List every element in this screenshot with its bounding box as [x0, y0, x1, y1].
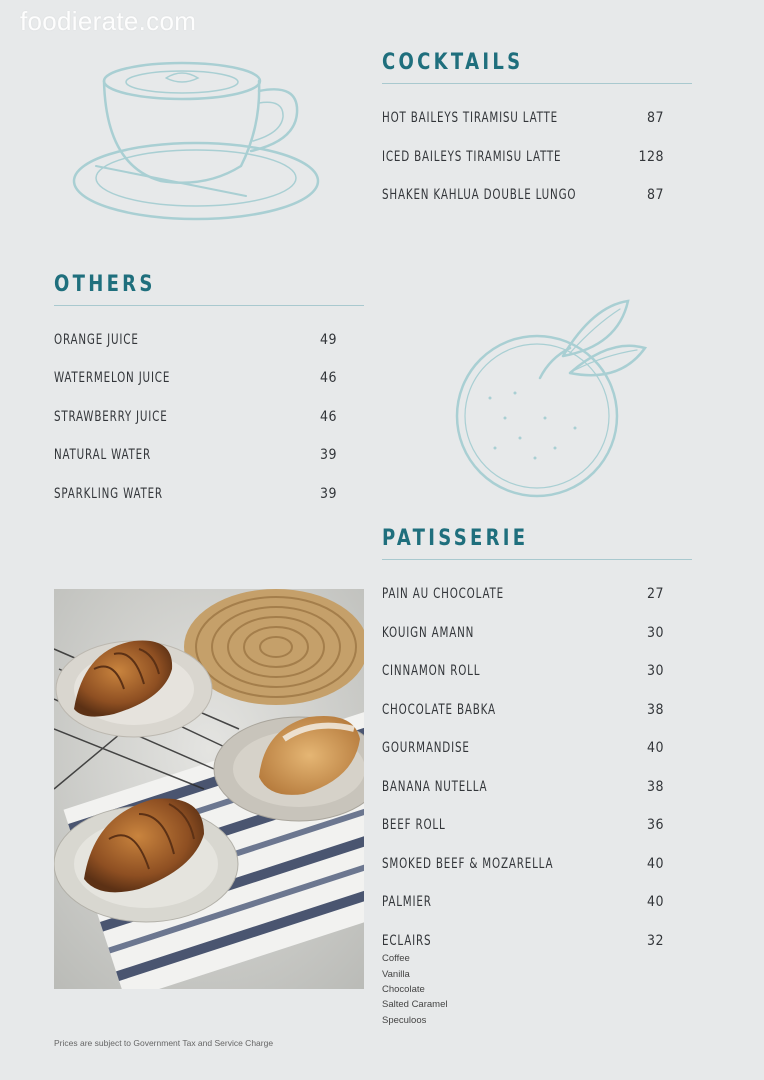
- menu-item: [382, 110, 597, 126]
- menu-item-price: 49: [319, 332, 337, 348]
- patisserie-section: [382, 526, 692, 1031]
- menu-item-price: 46: [319, 409, 337, 425]
- menu-item: [382, 625, 494, 641]
- menu-item: [54, 409, 192, 425]
- menu-item: [382, 586, 531, 602]
- menu-item-price: 87: [646, 110, 664, 126]
- menu-item-name: ECLAIRS: [382, 933, 432, 949]
- menu-item-price: 46: [319, 370, 337, 386]
- orange-fruit-sketch-icon: [445, 298, 655, 503]
- menu-item-name: SMOKED BEEF & MOZARELLA: [382, 856, 554, 872]
- menu-item-price: 40: [646, 740, 664, 756]
- menu-item-name: BANANA NUTELLA: [382, 779, 488, 795]
- menu-item-name: STRAWBERRY JUICE: [54, 409, 168, 425]
- menu-item-name: BEEF ROLL: [382, 817, 446, 833]
- menu-item: [54, 370, 196, 386]
- menu-item-price: 27: [646, 586, 664, 602]
- menu-item-price: 40: [646, 856, 664, 872]
- coffee-cup-sketch-icon: [66, 56, 326, 226]
- menu-item-name: HOT BAILEYS TIRAMISU LATTE: [382, 110, 559, 126]
- menu-item-price: 38: [646, 779, 664, 795]
- tax-footnote: Prices are subject to Government Tax and Service Charge: [54, 1038, 274, 1048]
- eclair-flavor: Vanilla: [382, 969, 410, 980]
- menu-item: [382, 933, 442, 949]
- menu-item: [382, 702, 521, 718]
- menu-item-name: CHOCOLATE BABKA: [382, 702, 496, 718]
- pastry-photo: [54, 589, 364, 989]
- menu-item-name: WATERMELON JUICE: [54, 370, 171, 386]
- menu-item-name: CINNAMON ROLL: [382, 663, 481, 679]
- menu-item-price: 39: [319, 447, 337, 463]
- others-divider: [54, 305, 364, 306]
- patisserie-title: PATISSERIE: [382, 526, 529, 551]
- menu-item-price: 36: [646, 817, 664, 833]
- menu-item-price: 30: [646, 625, 664, 641]
- menu-item-name: ORANGE JUICE: [54, 332, 139, 348]
- menu-item: [382, 740, 489, 756]
- eclair-flavor: Coffee: [382, 953, 410, 964]
- patisserie-divider: [382, 559, 692, 560]
- menu-item-price: 40: [646, 894, 664, 910]
- menu-item: [54, 447, 172, 463]
- menu-item-name: PALMIER: [382, 894, 432, 910]
- menu-item: [54, 332, 157, 348]
- menu-item-name: SPARKLING WATER: [54, 486, 163, 502]
- eclair-flavor: Salted Caramel: [382, 999, 448, 1010]
- menu-item-price: 32: [646, 933, 664, 949]
- eclair-flavor: Chocolate: [382, 984, 425, 995]
- menu-item-name: GOURMANDISE: [382, 740, 470, 756]
- menu-item-name: NATURAL WATER: [54, 447, 151, 463]
- menu-item-name: SHAKEN KAHLUA DOUBLE LUNGO: [382, 187, 577, 203]
- menu-item: [382, 779, 511, 795]
- menu-item-name: KOUIGN AMANN: [382, 625, 475, 641]
- menu-item-price: 87: [646, 187, 664, 203]
- menu-item-price: 128: [638, 149, 664, 165]
- cocktails-section: [382, 50, 692, 210]
- menu-item: [382, 817, 460, 833]
- menu-item-name: ICED BAILEYS TIRAMISU LATTE: [382, 149, 562, 165]
- menu-item: [54, 486, 187, 502]
- eclair-flavor: Speculoos: [382, 1015, 427, 1026]
- others-title: OTHERS: [54, 272, 156, 297]
- menu-item: [382, 856, 591, 872]
- menu-item-price: 30: [646, 663, 664, 679]
- cocktails-divider: [382, 83, 692, 84]
- cocktails-title: COCKTAILS: [382, 50, 524, 75]
- menu-item: [382, 894, 443, 910]
- others-section: [54, 272, 364, 512]
- menu-item-price: 39: [319, 486, 337, 502]
- menu-item: [382, 187, 619, 203]
- menu-item-name: PAIN AU CHOCOLATE: [382, 586, 504, 602]
- site-watermark: foodierate.com: [20, 6, 197, 36]
- menu-item: [382, 149, 601, 165]
- menu-item-price: 38: [646, 702, 664, 718]
- menu-item: [382, 663, 502, 679]
